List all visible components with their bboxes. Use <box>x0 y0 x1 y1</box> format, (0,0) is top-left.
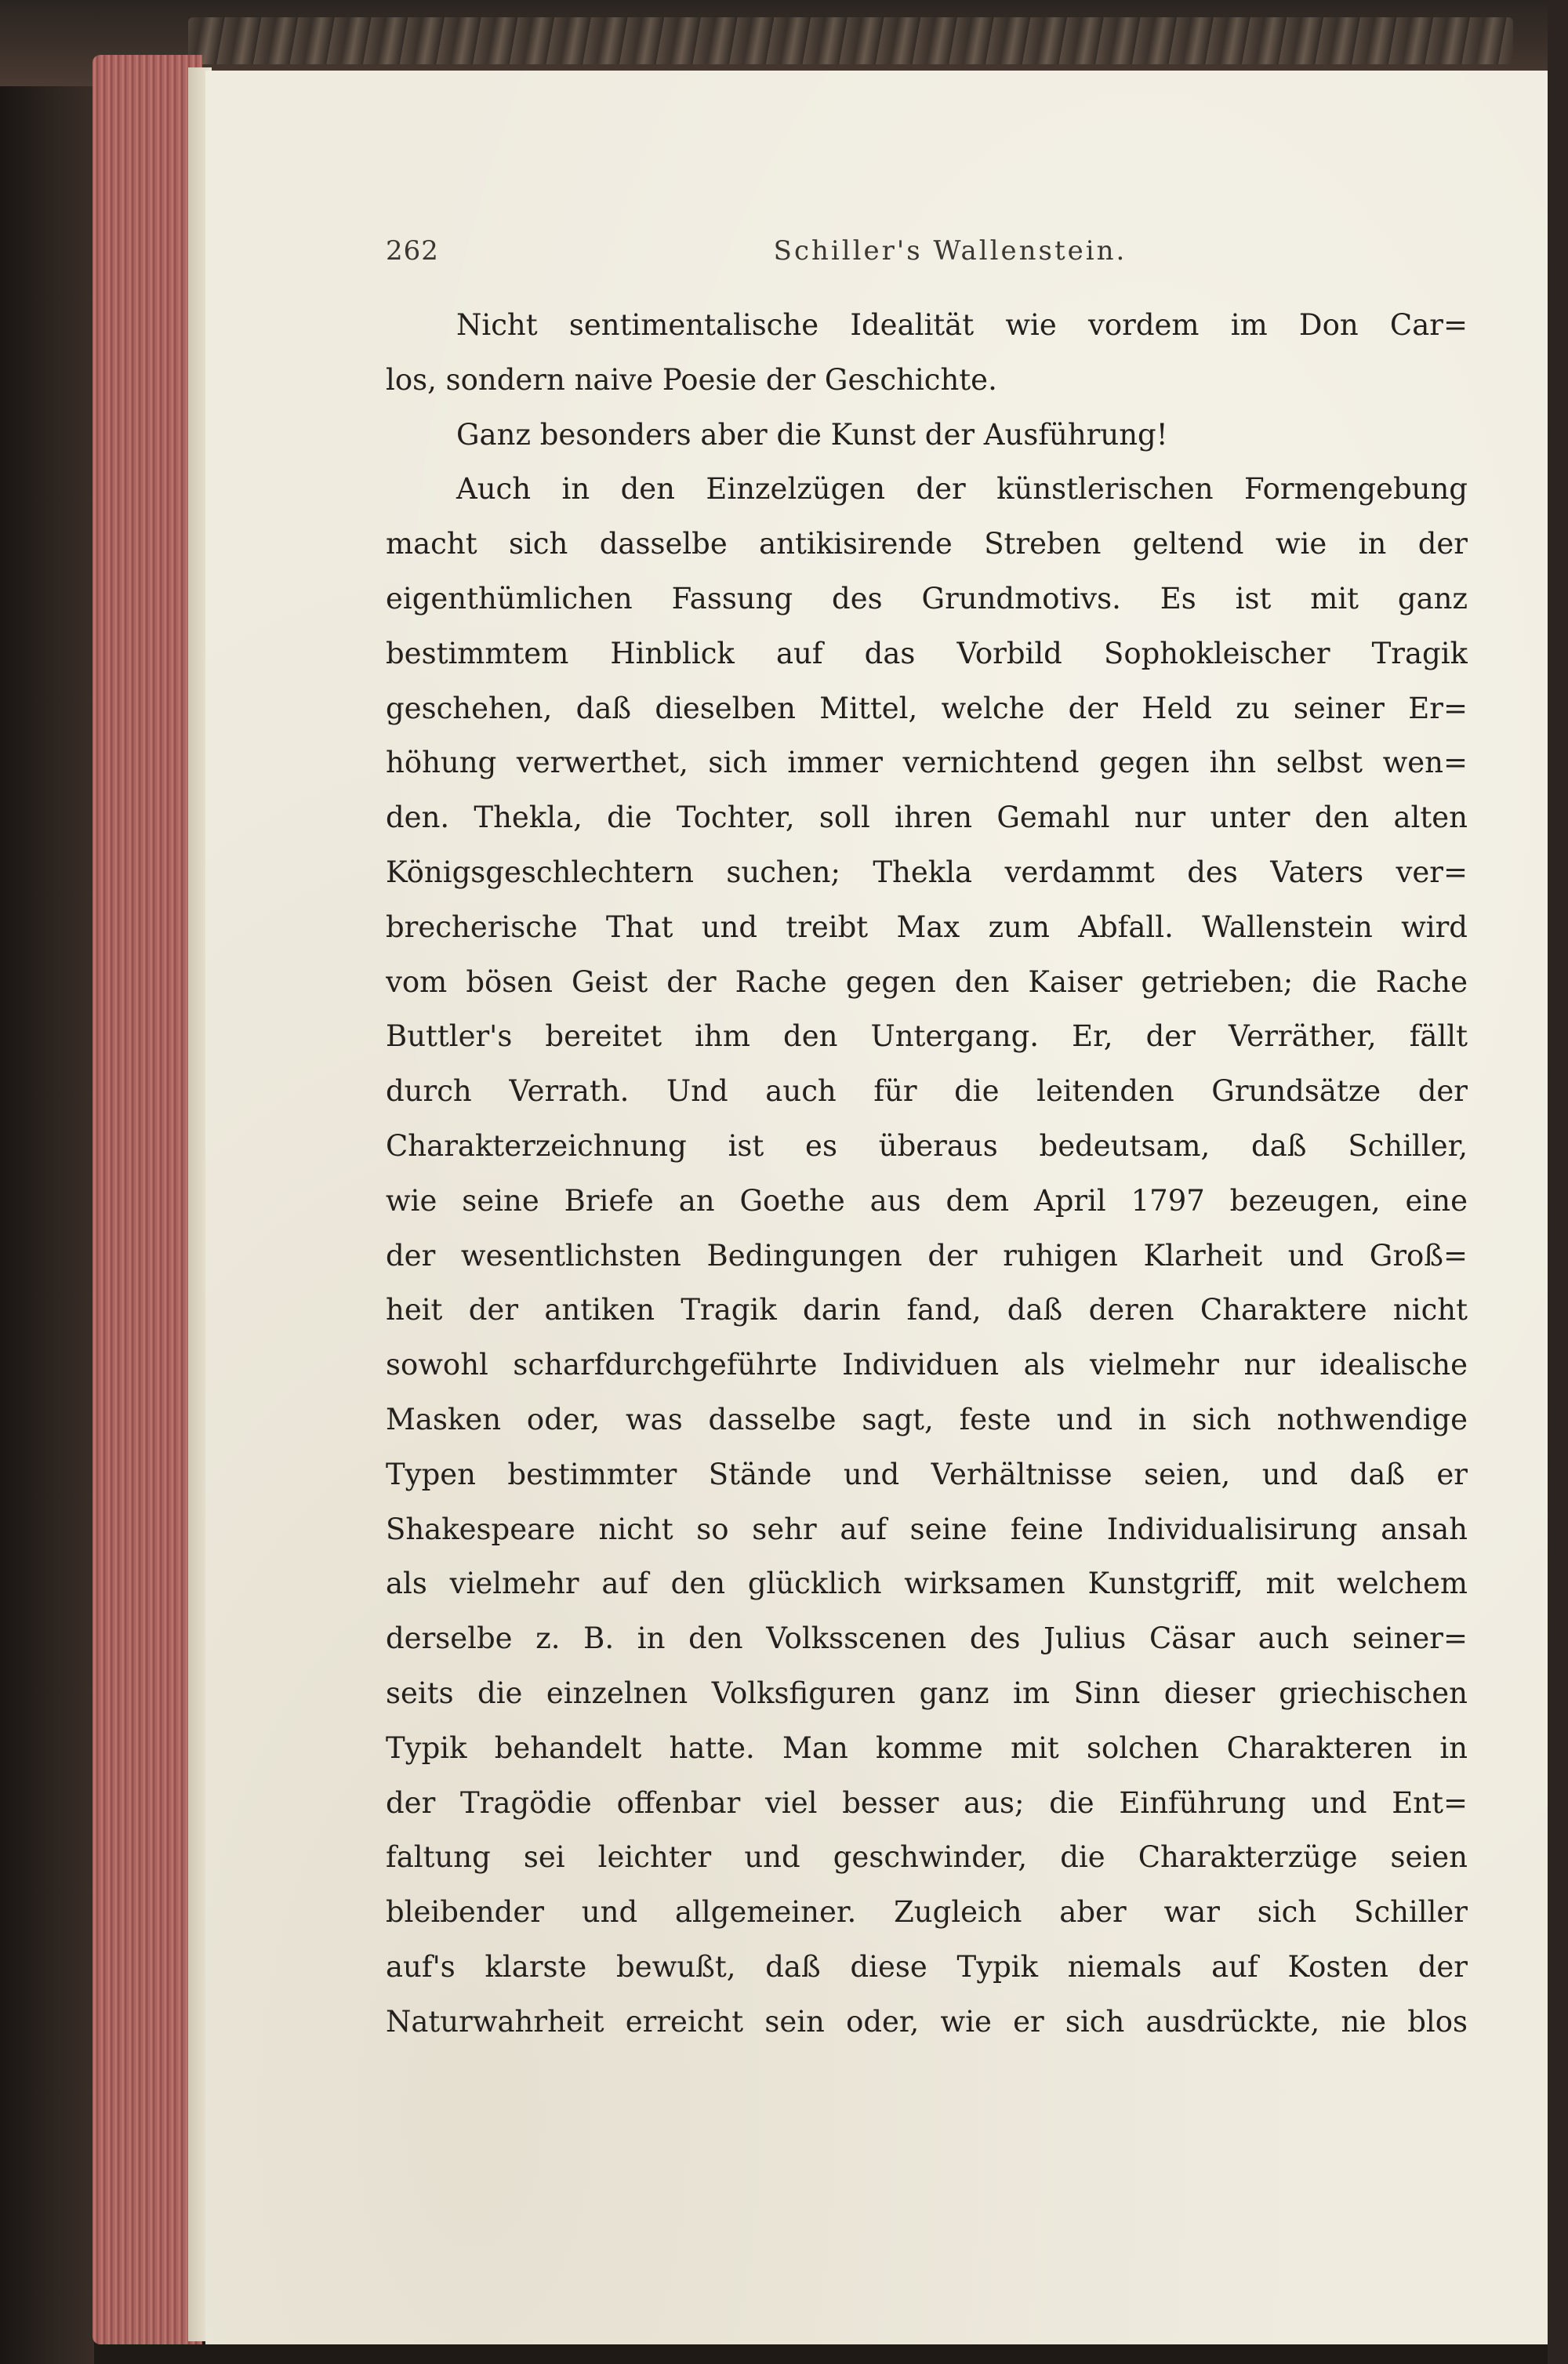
book-cover-right <box>1548 0 1568 2364</box>
body-text <box>386 298 1468 2050</box>
text-line: geschehen, daß dieselben Mittel, welche der Held zu seiner Er= <box>386 691 1468 725</box>
text-line: wie seine Briefe an Goethe aus dem April 1797 bezeugen, eine <box>386 1183 1468 1218</box>
book-cover-left <box>0 0 94 2364</box>
page-header <box>386 235 1468 282</box>
text-line: Königsgeschlechtern suchen; Thekla verdammt des Vaters ver= <box>386 855 1468 889</box>
text-line: Typik behandelt hatte. Man komme mit solchen Charakteren in <box>386 1730 1468 1765</box>
text-line: als vielmehr auf den glücklich wirksamen Kunstgriff, mit welchem <box>386 1567 1468 1601</box>
text-line: Masken oder, was dasselbe sagt, feste und in sich nothwendige <box>386 1402 1468 1436</box>
text-line: Nicht sentimentalische Idealität wie vordem im Don Car= <box>456 308 1468 342</box>
text-line: eigenthümlichen Fassung des Grundmotivs. Es ist mit ganz <box>386 581 1468 616</box>
text-line: brecherische That und treibt Max zum Abfall. Wallenstein wird <box>386 910 1468 944</box>
page-number: 262 <box>386 235 439 267</box>
text-line: los, sondern naive Poesie der Geschichte. <box>386 362 997 397</box>
text-line: seits die einzelnen Volksfiguren ganz im Sinn dieser griechischen <box>386 1676 1468 1710</box>
text-line: macht sich dasselbe antikisirende Streben geltend wie in der <box>386 527 1468 561</box>
text-line: den. Thekla, die Tochter, soll ihren Gemahl nur unter den alten <box>386 801 1468 835</box>
text-line: der Tragödie offenbar viel besser aus; die Einführung und Ent= <box>386 1785 1468 1820</box>
text-line: Naturwahrheit erreicht sein oder, wie er sich ausdrückte, nie blos <box>386 2004 1468 2039</box>
text-line: auf's klarste bewußt, daß diese Typik niemals auf Kosten der <box>386 1949 1468 1984</box>
text-line: vom bösen Geist der Rache gegen den Kaiser getrieben; die Rache <box>386 964 1468 999</box>
text-line: Auch in den Einzelzügen der künstlerischen Formengebung <box>456 472 1468 507</box>
text-line: heit der antiken Tragik darin fand, daß deren Charaktere nicht <box>386 1293 1468 1327</box>
text-line: sowohl scharfdurchgeführte Individuen als vielmehr nur idealische <box>386 1348 1468 1382</box>
book-page <box>205 71 1548 2344</box>
text-line: höhung verwerthet, sich immer vernichtend gegen ihn selbst wen= <box>386 746 1468 780</box>
page-edges <box>93 55 202 2344</box>
text-line: faltung sei leichter und geschwinder, die Charakterzüge seien <box>386 1840 1468 1875</box>
text-line: durch Verrath. Und auch für die leitenden Grundsätze der <box>386 1074 1468 1109</box>
text-line: Ganz besonders aber die Kunst der Ausführung! <box>456 417 1168 452</box>
text-line: Buttler's bereitet ihm den Untergang. Er, der Verräther, fällt <box>386 1019 1468 1054</box>
text-line: bestimmtem Hinblick auf das Vorbild Sophokleischer Tragik <box>386 636 1468 670</box>
text-line: derselbe z. B. in den Volksscenen des Julius Cäsar auch seiner= <box>386 1621 1468 1656</box>
text-line: bleibender und allgemeiner. Zugleich aber war sich Schiller <box>386 1895 1468 1930</box>
text-line: Shakespeare nicht so sehr auf seine feine Individualisirung ansah <box>386 1512 1468 1546</box>
running-head: Schiller's Wallenstein. <box>773 235 1127 267</box>
text-line: Charakterzeichnung ist es überaus bedeutsam, daß Schiller, <box>386 1128 1468 1163</box>
text-line: Typen bestimmter Stände und Verhältnisse seien, und daß er <box>386 1457 1468 1491</box>
text-line: der wesentlichsten Bedingungen der ruhigen Klarheit und Groß= <box>386 1238 1468 1273</box>
